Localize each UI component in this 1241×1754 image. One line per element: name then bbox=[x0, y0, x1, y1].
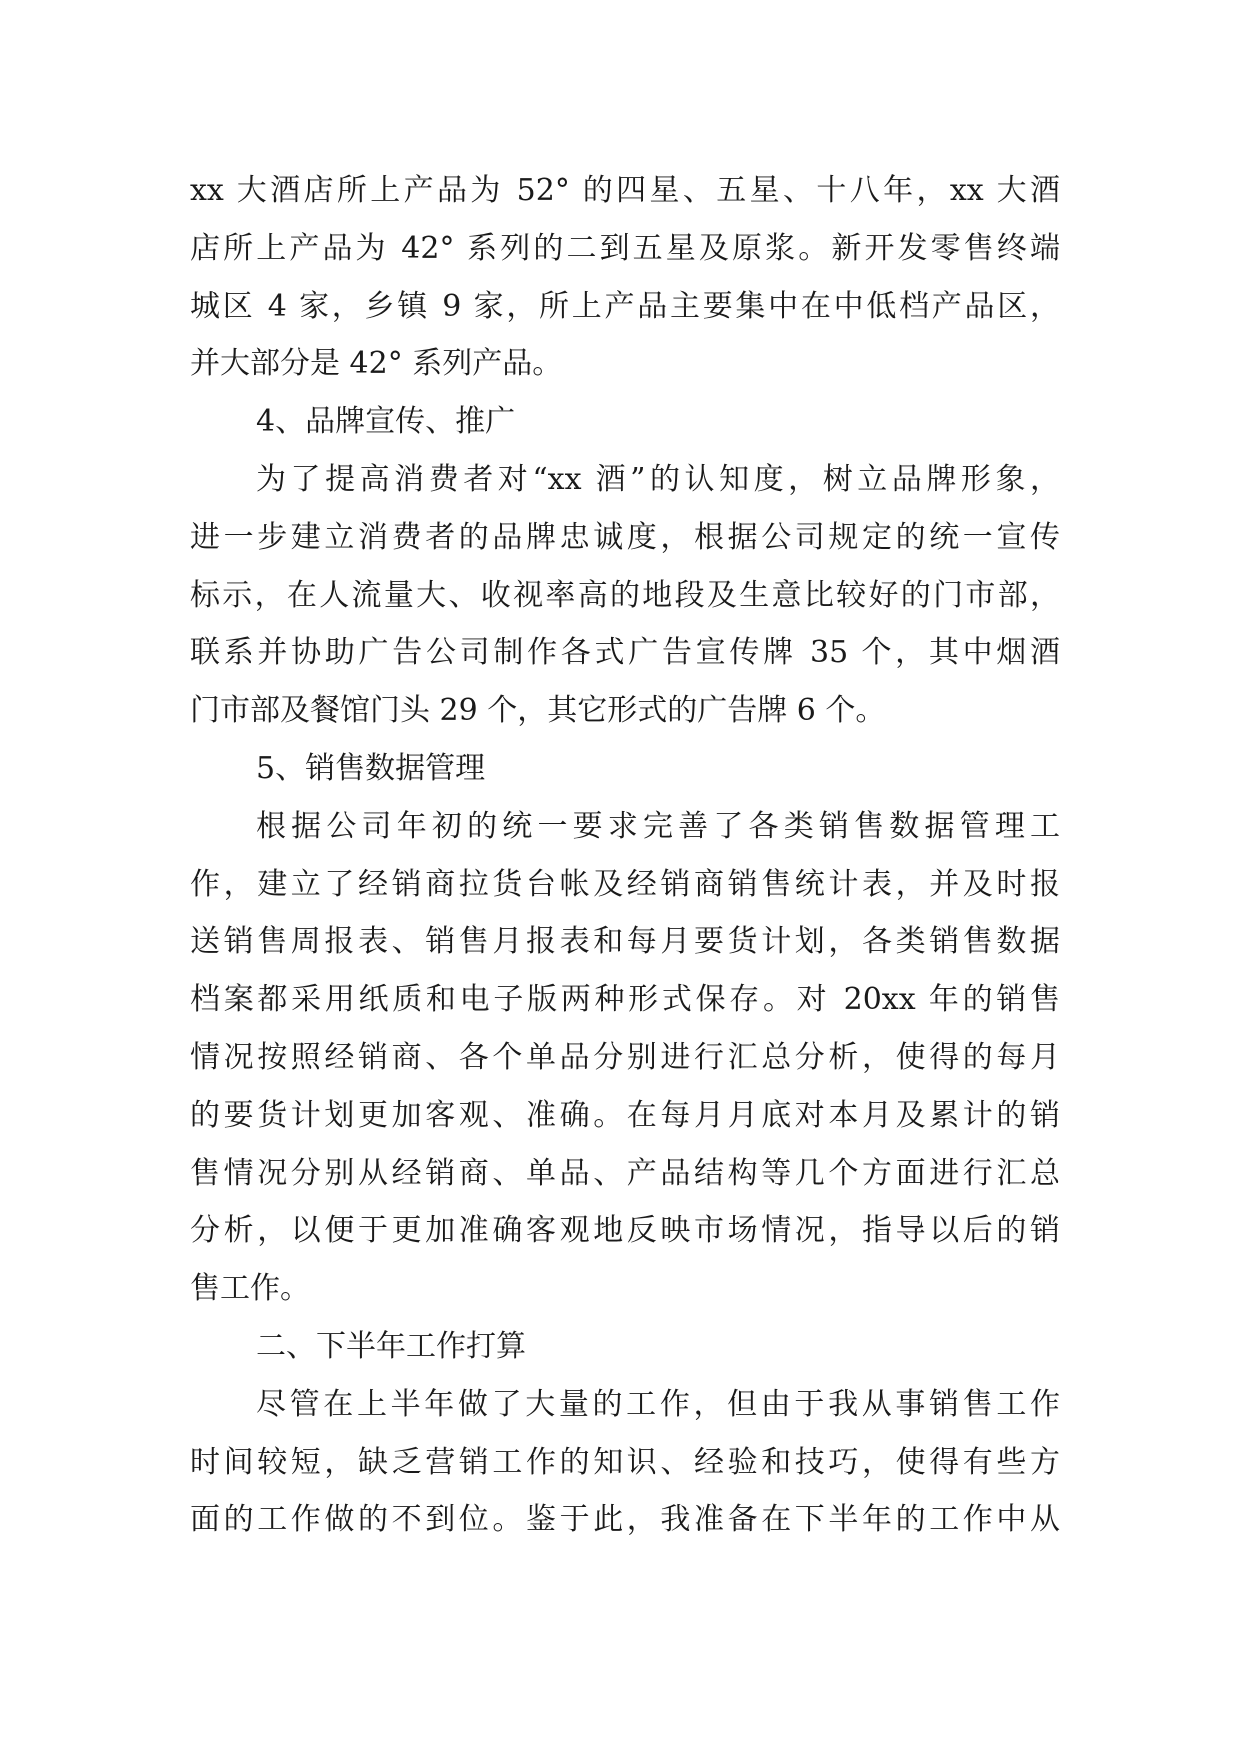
body-line: 标示，在人流量大、收视率高的地段及生意比较好的门市部， bbox=[190, 577, 1060, 613]
body-line: 作，建立了经销商拉货台帐及经销商销售统计表，并及时报 bbox=[190, 866, 1060, 902]
body-line: 门市部及餐馆门头 29 个，其它形式的广告牌 6 个。 bbox=[190, 693, 886, 729]
document-body bbox=[190, 162, 1060, 1549]
paragraph-first-line: 尽管在上半年做了大量的工作，但由于我从事销售工作 bbox=[256, 1386, 1060, 1422]
section-heading: 二、下半年工作打算 bbox=[256, 1328, 526, 1364]
body-line: 面的工作做的不到位。鉴于此，我准备在下半年的工作中从 bbox=[190, 1502, 1060, 1538]
body-line: 售工作。 bbox=[190, 1271, 310, 1307]
section-heading: 5、销售数据管理 bbox=[256, 750, 486, 786]
body-line: 分析，以便于更加准确客观地反映市场情况，指导以后的销 bbox=[190, 1213, 1060, 1249]
body-line: 的要货计划更加客观、准确。在每月月底对本月及累计的销 bbox=[190, 1097, 1060, 1133]
body-line: 售情况分别从经销商、单品、产品结构等几个方面进行汇总 bbox=[190, 1155, 1060, 1191]
body-line: 城区 4 家，乡镇 9 家，所上产品主要集中在中低档产品区， bbox=[190, 288, 1060, 324]
body-line: 联系并协助广告公司制作各式广告宣传牌 35 个，其中烟酒 bbox=[190, 635, 1060, 671]
body-line: 店所上产品为 42° 系列的二到五星及原浆。新开发零售终端 bbox=[190, 230, 1060, 266]
body-line: 送销售周报表、销售月报表和每月要货计划，各类销售数据 bbox=[190, 924, 1060, 960]
body-line: 时间较短，缺乏营销工作的知识、经验和技巧，使得有些方 bbox=[190, 1444, 1060, 1480]
body-line: 并大部分是 42° 系列产品。 bbox=[190, 346, 563, 382]
paragraph-first-line: 为了提高消费者对“xx 酒”的认知度，树立品牌形象， bbox=[256, 461, 1060, 497]
body-line: 档案都采用纸质和电子版两种形式保存。对 20xx 年的销售 bbox=[190, 982, 1060, 1018]
section-heading: 4、品牌宣传、推广 bbox=[256, 404, 516, 440]
body-line: 情况按照经销商、各个单品分别进行汇总分析，使得的每月 bbox=[190, 1039, 1060, 1075]
body-line: xx 大酒店所上产品为 52° 的四星、五星、十八年，xx 大酒 bbox=[190, 173, 1060, 208]
paragraph-first-line: 根据公司年初的统一要求完善了各类销售数据管理工 bbox=[256, 808, 1060, 844]
body-line: 进一步建立消费者的品牌忠诚度，根据公司规定的统一宣传 bbox=[190, 519, 1060, 555]
